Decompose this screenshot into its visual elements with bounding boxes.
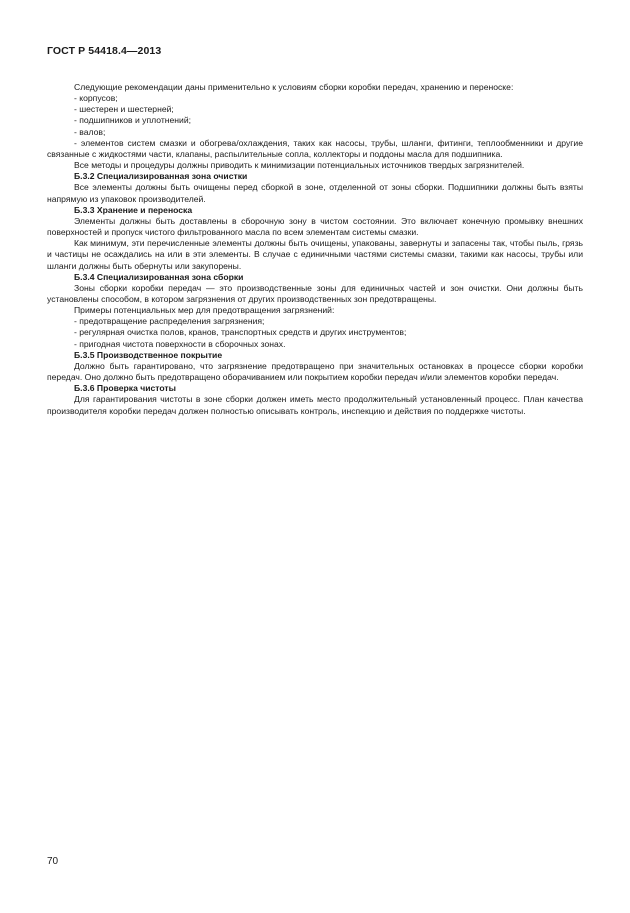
list-item: - элементов систем смазки и обогрева/охлаждения, таких как насосы, трубы, шланги, фитинги, теплообменники и другие связанные с жидкостями части, клапаны, распылительные сопла, коллекторы и поддоны масла для подшипника. bbox=[47, 137, 583, 159]
section-heading: Б.3.3 Хранение и переноска bbox=[74, 204, 193, 215]
paragraph: Все методы и процедуры должны приводить к минимизации потенциальных источников твердых загрязнителей. bbox=[74, 160, 525, 171]
section-heading: Б.3.4 Специализированная зона сборки bbox=[74, 271, 244, 282]
paragraph: Все элементы должны быть очищены перед сборкой в зоне, отделенной от зоны сборки. Подшипники должны быть взяты напрямую из упаковок производителей. bbox=[47, 182, 583, 204]
document-body bbox=[47, 82, 583, 417]
page-header: ГОСТ Р 54418.4—2013 bbox=[47, 45, 162, 57]
section-heading: Б.3.2 Специализированная зона очистки bbox=[74, 171, 248, 182]
list-item: - предотвращение распределения загрязнения; bbox=[74, 316, 265, 327]
list-item: - корпусов; bbox=[74, 93, 118, 104]
list-item: - шестерен и шестерней; bbox=[74, 104, 174, 115]
paragraph: Должно быть гарантировано, что загрязнение предотвращено при значительных остановках в процессе сборки коробки передач. Оно должно быть предотвращено оборачиванием или покрытием коробки передач и/или элементов коробки передач. bbox=[47, 360, 583, 383]
paragraph: Примеры потенциальных мер для предотвращения загрязнений: bbox=[74, 305, 335, 316]
page-number: 70 bbox=[47, 856, 59, 867]
paragraph: Для гарантирования чистоты в зоне сборки должен иметь место продолжительный установленный процесс. План качества производителя коробки передач должен полностью описывать контроль, инспекцию и действия по поддержке чистоты. bbox=[47, 394, 583, 416]
paragraph: Как минимум, эти перечисленные элементы должны быть очищены, упакованы, завернуты и запасены так, чтобы пыль, грязь и частицы не осаждались на или в эти элементы. В случае с единичными частями системы смазки, такими как насосы, трубы или шланги должны быть обернуты или закупорены. bbox=[47, 238, 583, 271]
section-heading: Б.3.6 Проверка чистоты bbox=[74, 383, 176, 394]
list-item: - пригодная чистота поверхности в сборочных зонах. bbox=[74, 338, 286, 349]
list-item: - регулярная очистка полов, кранов, транспортных средств и других инструментов; bbox=[74, 327, 407, 338]
section-heading: Б.3.5 Производственное покрытие bbox=[74, 349, 223, 360]
paragraph: Зоны сборки коробки передач — это производственные зоны для единичных частей и зон очистки. Они должны быть установлены способом, в котором загрязнения от других производственных зон предотвращены. bbox=[47, 282, 583, 304]
paragraph: Элементы должны быть доставлены в сборочную зону в чистом состоянии. Это включает конечную промывку внешних поверхностей и пропуск чистого фильтрованного масла по всем элементам системы смазки. bbox=[47, 215, 583, 238]
list-item: - валов; bbox=[74, 126, 106, 137]
list-item: - подшипников и уплотнений; bbox=[74, 115, 192, 126]
intro-paragraph: Следующие рекомендации даны применительно к условиям сборки коробки передач, хранению и переноске: bbox=[74, 82, 514, 92]
